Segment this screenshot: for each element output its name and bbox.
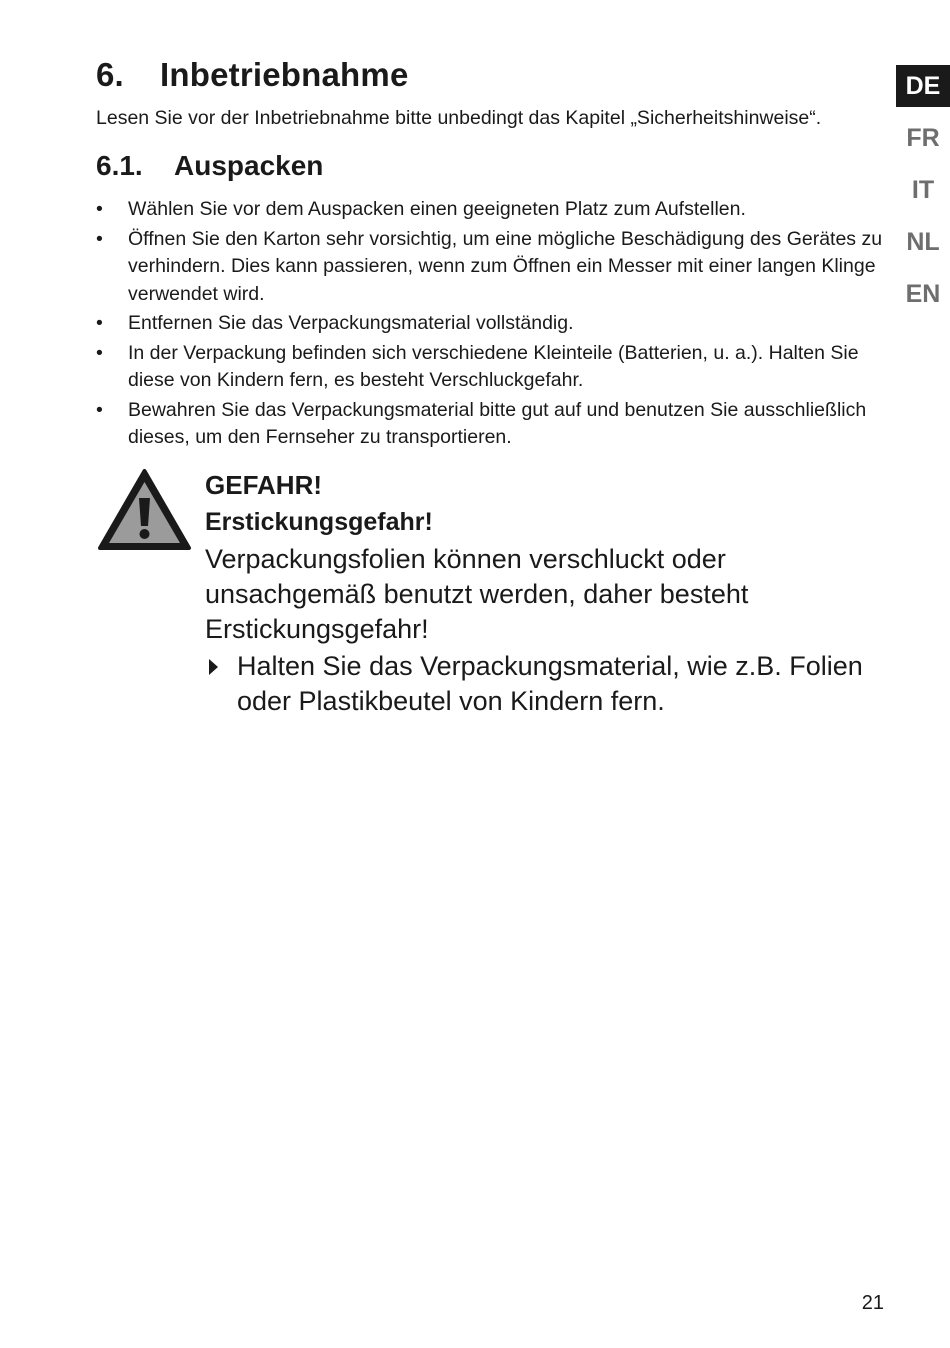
danger-text: Verpackungsfolien können verschluckt oder unsachgemäß benutzt werden, daher besteht Erstickungsgefahr! xyxy=(205,544,749,644)
language-tab-it[interactable]: IT xyxy=(911,176,935,204)
bullet-marker: • xyxy=(96,312,103,334)
danger-action-text: Halten Sie das Verpackungsmaterial, wie z.B. Folien oder Plastikbeutel von Kindern fern. xyxy=(237,651,863,716)
danger-title: Erstickungsgefahr! xyxy=(205,508,433,536)
list-item-text: Entfernen Sie das Verpackungsmaterial vollständig. xyxy=(128,312,574,334)
bullet-marker: • xyxy=(96,198,103,220)
list-item-text: In der Verpackung befinden sich verschiedene Kleinteile (Batterien, u. a.). Halten Sie diese von Kindern fern, es besteht Verschluckgefahr. xyxy=(128,341,859,391)
warning-triangle-icon xyxy=(97,468,192,552)
section-title: Inbetriebnahme xyxy=(160,56,409,93)
bullet-marker: • xyxy=(96,398,103,421)
arrow-right-icon xyxy=(209,659,218,675)
language-tab-fr[interactable]: FR xyxy=(906,124,940,152)
language-tab-nl[interactable]: NL xyxy=(906,228,940,256)
danger-action xyxy=(205,649,895,719)
bullet-marker: • xyxy=(96,341,103,364)
list-item-text: Öffnen Sie den Karton sehr vorsichtig, um eine mögliche Beschädigung des Gerätes zu verhindern. Dies kann passieren, wenn zum Öffnen ein Messer mit einer langen Klinge verwendet wird. xyxy=(128,227,883,305)
intro-text: Lesen Sie vor der Inbetriebnahme bitte unbedingt das Kapitel „Sicherheitshinweise“. xyxy=(96,107,822,129)
bullet-marker: • xyxy=(96,227,103,250)
subsection-heading xyxy=(96,150,323,182)
subsection-number: 6.1. xyxy=(96,150,143,181)
bullet-list xyxy=(96,196,886,454)
section-heading xyxy=(96,56,409,94)
list-item xyxy=(96,196,886,224)
danger-notice xyxy=(205,466,895,719)
subsection-title: Auspacken xyxy=(174,150,324,181)
section-number: 6. xyxy=(96,56,124,93)
language-tab-en[interactable]: EN xyxy=(905,280,941,308)
list-item xyxy=(96,397,886,452)
danger-label: GEFAHR! xyxy=(205,470,322,500)
list-item xyxy=(96,310,886,338)
list-item xyxy=(96,226,886,309)
page-number: 21 xyxy=(861,1292,884,1314)
language-tab-de[interactable]: DE xyxy=(896,65,950,107)
list-item xyxy=(96,340,886,395)
list-item-text: Wählen Sie vor dem Auspacken einen geeigneten Platz zum Aufstellen. xyxy=(128,198,746,220)
list-item-text: Bewahren Sie das Verpackungsmaterial bitte gut auf und benutzen Sie ausschließlich dieses, um den Fernseher zu transportieren. xyxy=(128,398,867,448)
